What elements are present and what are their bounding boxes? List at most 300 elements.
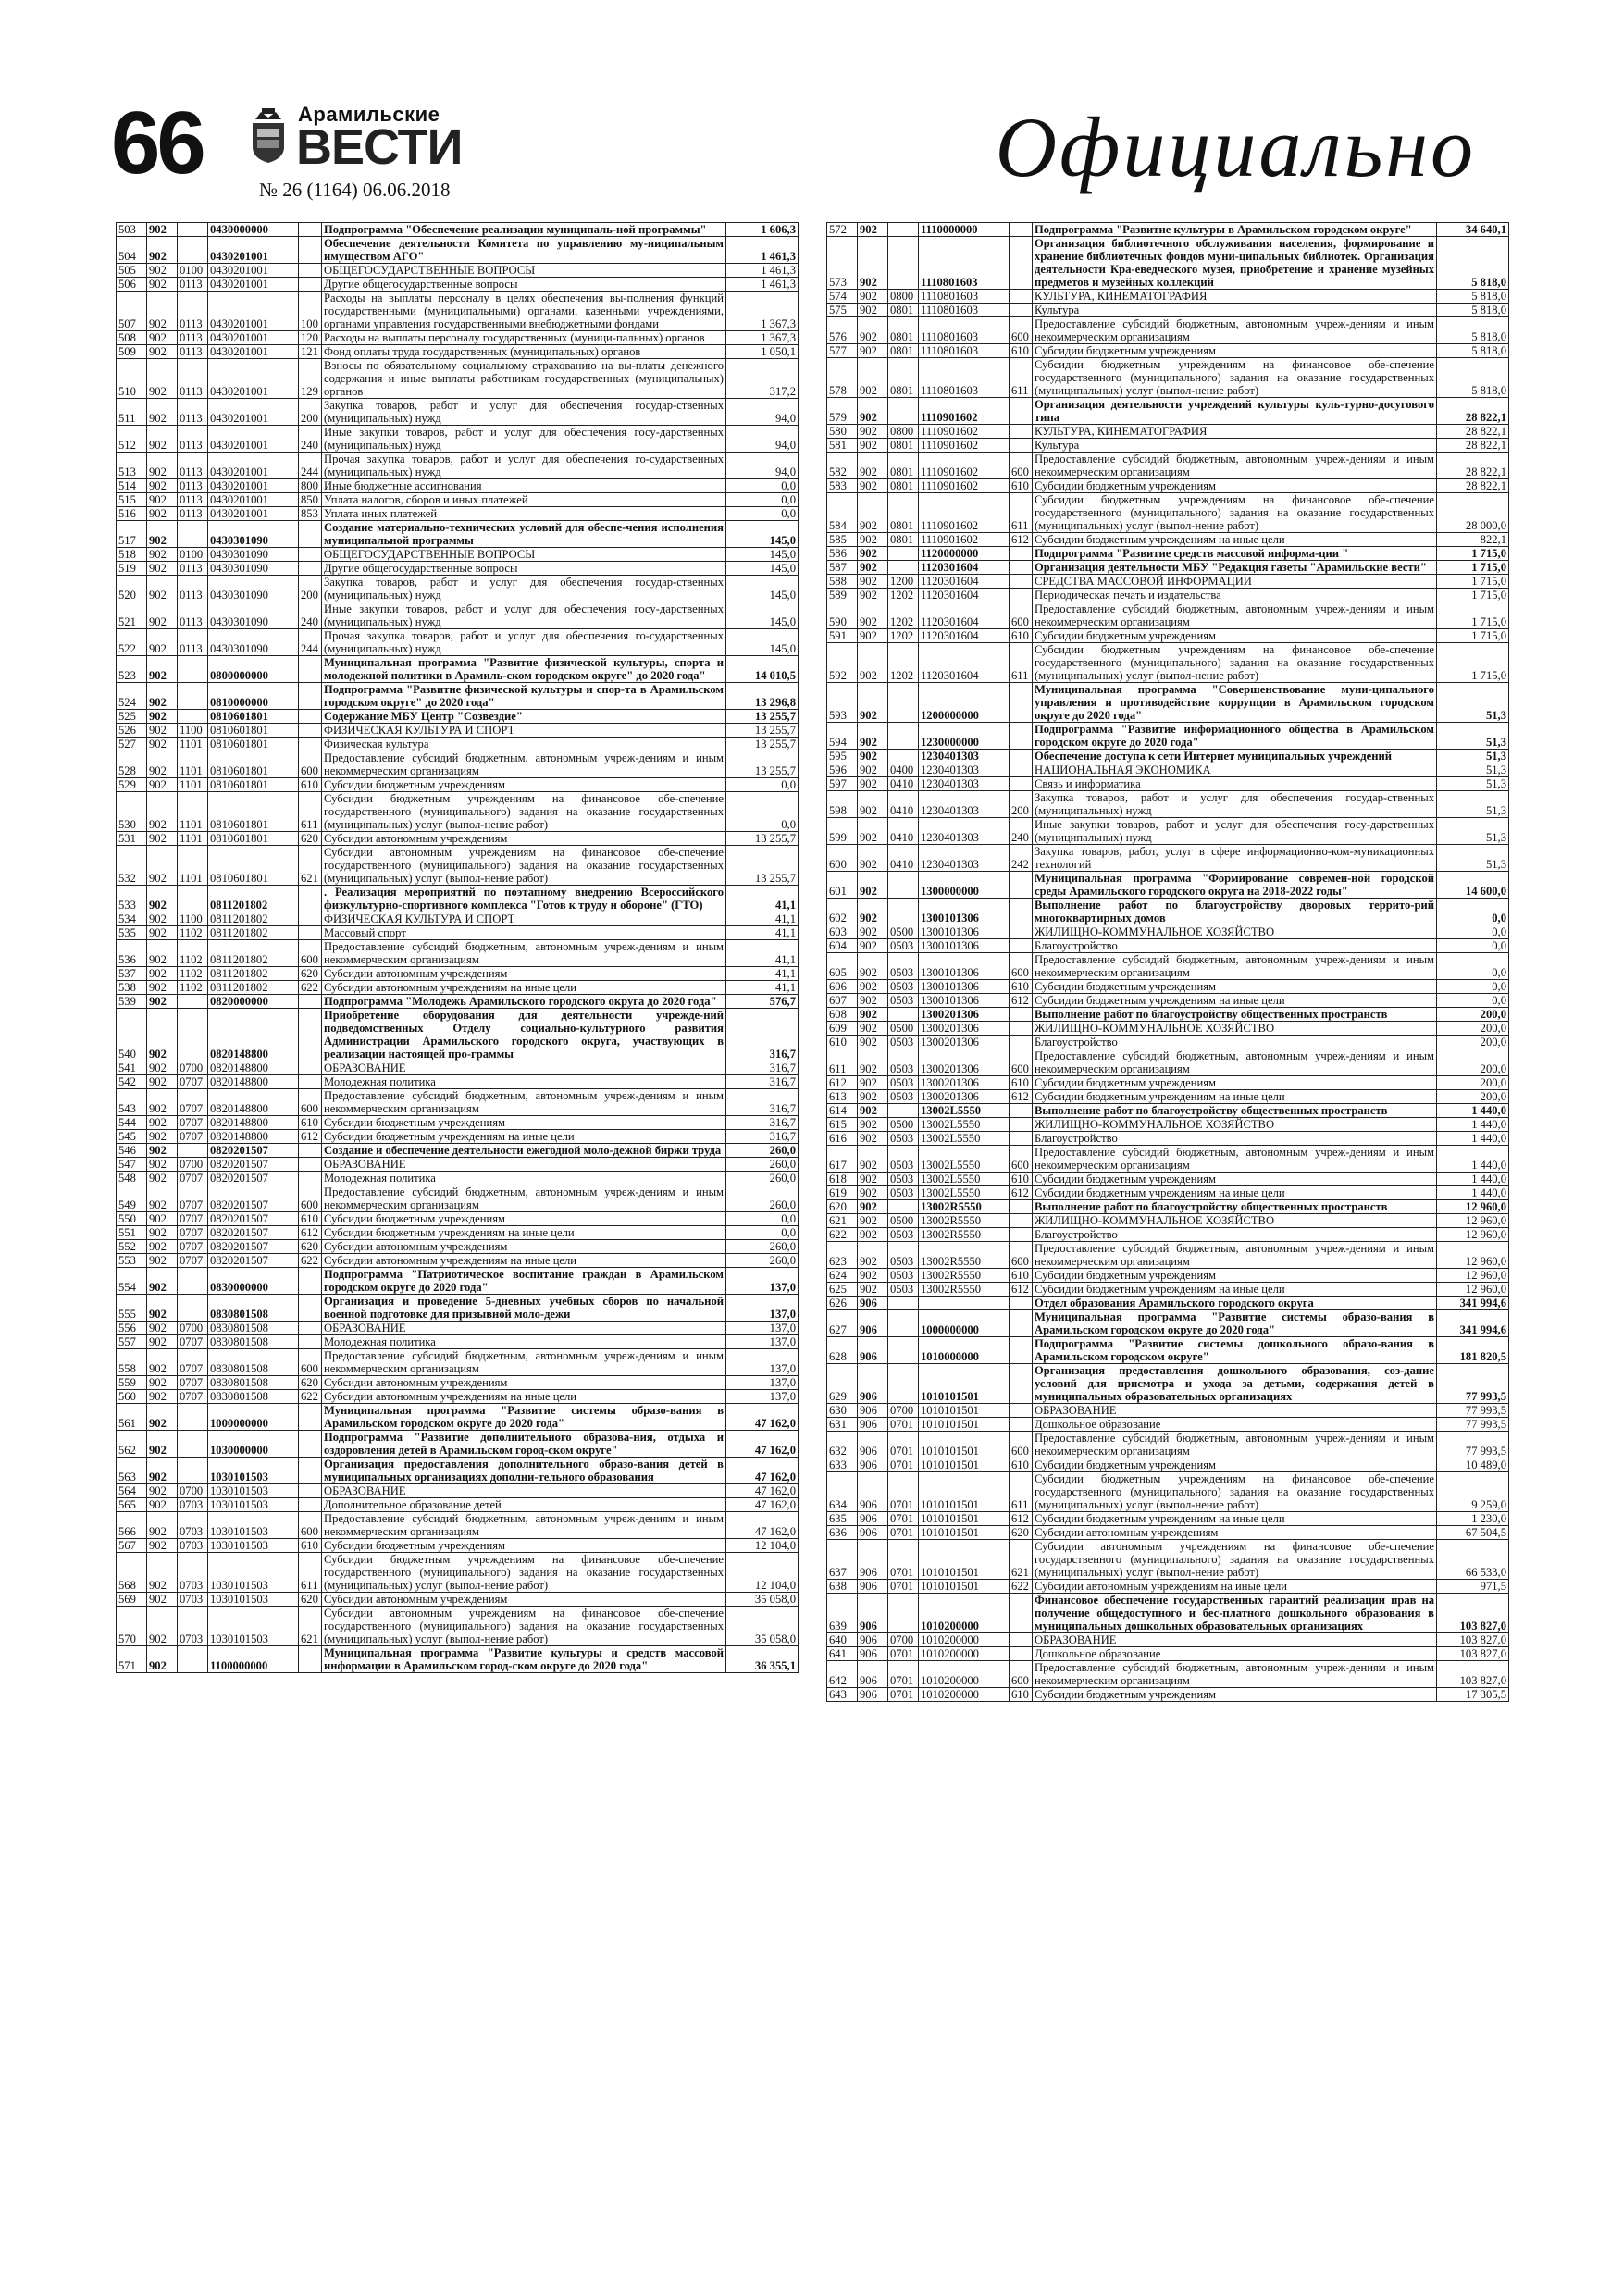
section-code: 1102: [178, 967, 208, 981]
row-number: 567: [117, 1539, 147, 1553]
item-amount: 9 259,0: [1437, 1472, 1509, 1512]
expense-type-code: 200: [299, 399, 322, 426]
item-description: КУЛЬТУРА, КИНЕМАТОГРАФИЯ: [1033, 425, 1437, 439]
grbs-code: 902: [858, 1076, 888, 1090]
grbs-code: 902: [858, 493, 888, 533]
item-amount: 1 461,3: [726, 264, 799, 278]
row-number: 531: [117, 832, 147, 846]
table-row: [117, 1607, 799, 1646]
section-code: 0500: [888, 1214, 919, 1228]
row-number: 558: [117, 1349, 147, 1376]
expense-type-code: [299, 656, 322, 683]
row-number: 527: [117, 738, 147, 751]
item-description: Субсидии автономным учреждениям: [322, 1376, 726, 1390]
row-number: 595: [827, 750, 858, 763]
row-number: 549: [117, 1185, 147, 1212]
target-code: [919, 1297, 1010, 1310]
table-row: [827, 1540, 1509, 1580]
target-code: 0430301090: [208, 629, 299, 656]
table-row: [827, 561, 1509, 575]
item-amount: 51,3: [1437, 845, 1509, 872]
item-amount: 0,0: [1437, 953, 1509, 980]
item-description: Предоставление субсидий бюджетным, автономным учреж-дениям и иным некоммерческим организациям: [1033, 317, 1437, 344]
section-code: 0113: [178, 292, 208, 331]
item-amount: 0,0: [726, 479, 799, 493]
expense-type-code: 621: [299, 846, 322, 886]
item-description: Субсидии бюджетным учреждениям на иные цели: [1033, 994, 1437, 1008]
section-code: 0801: [888, 317, 919, 344]
row-number: 637: [827, 1540, 858, 1580]
table-row: [827, 439, 1509, 453]
table-row: [827, 643, 1509, 683]
target-code: 1110801603: [919, 304, 1010, 317]
target-code: 1120301604: [919, 643, 1010, 683]
row-number: 510: [117, 359, 147, 399]
expense-type-code: [1010, 575, 1033, 589]
item-amount: 47 162,0: [726, 1431, 799, 1458]
item-amount: 971,5: [1437, 1580, 1509, 1594]
grbs-code: 902: [858, 777, 888, 791]
expense-type-code: [299, 562, 322, 576]
row-number: 504: [117, 237, 147, 264]
item-amount: 51,3: [1437, 791, 1509, 818]
item-description: Субсидии бюджетным учреждениям: [322, 1539, 726, 1553]
section-code: 0113: [178, 359, 208, 399]
row-number: 506: [117, 278, 147, 292]
grbs-code: 902: [858, 547, 888, 561]
row-number: 589: [827, 589, 858, 602]
section-code: 1101: [178, 792, 208, 832]
item-description: Подпрограмма "Развитие дополнительного образова-ния, отдыха и оздоровления детей в Арамильском город-ском округе": [322, 1431, 726, 1458]
table-row: [827, 1432, 1509, 1458]
table-row: [117, 331, 799, 345]
row-number: 606: [827, 980, 858, 994]
item-amount: 13 255,7: [726, 846, 799, 886]
target-code: 1010200000: [919, 1633, 1010, 1647]
item-description: Субсидии бюджетным учреждениям на финансовое обе-спечение государственного (муниципального) задания на оказание государственных (муниципальных) услуг (выпол-нение работ): [1033, 643, 1437, 683]
expense-type-code: 622: [1010, 1580, 1033, 1594]
target-code: 0820201507: [208, 1172, 299, 1185]
item-amount: 341 994,6: [1437, 1310, 1509, 1337]
row-number: 611: [827, 1049, 858, 1076]
table-row: [827, 344, 1509, 358]
grbs-code: 902: [858, 763, 888, 777]
expense-type-code: [299, 926, 322, 940]
item-description: Организация деятельности учреждений культуры куль-турно-досугового типа: [1033, 398, 1437, 425]
target-code: 1010101501: [919, 1472, 1010, 1512]
target-code: 1010101501: [919, 1580, 1010, 1594]
target-code: 1300101306: [919, 925, 1010, 939]
row-number: 507: [117, 292, 147, 331]
item-amount: 94,0: [726, 426, 799, 453]
section-code: [178, 1144, 208, 1158]
section-code: 0700: [178, 1061, 208, 1075]
row-number: 641: [827, 1647, 858, 1661]
expense-type-code: [299, 1335, 322, 1349]
item-description: Благоустройство: [1033, 1228, 1437, 1242]
item-amount: 1 715,0: [1437, 602, 1509, 629]
table-row: [827, 1647, 1509, 1661]
expense-type-code: 610: [1010, 1076, 1033, 1090]
grbs-code: 902: [147, 1322, 178, 1335]
expense-type-code: [299, 1484, 322, 1498]
target-code: 0430201001: [208, 331, 299, 345]
grbs-code: 902: [147, 1130, 178, 1144]
target-code: 0811201802: [208, 926, 299, 940]
section-code: 0801: [888, 533, 919, 547]
grbs-code: 902: [147, 264, 178, 278]
target-code: 1120301604: [919, 575, 1010, 589]
item-amount: 5 818,0: [1437, 358, 1509, 398]
target-code: 0811201802: [208, 912, 299, 926]
row-number: 547: [117, 1158, 147, 1172]
item-amount: 260,0: [726, 1240, 799, 1254]
row-number: 509: [117, 345, 147, 359]
grbs-code: 902: [147, 1144, 178, 1158]
expense-type-code: 620: [1010, 1526, 1033, 1540]
target-code: 1000000000: [208, 1404, 299, 1431]
row-number: 580: [827, 425, 858, 439]
grbs-code: 902: [858, 643, 888, 683]
target-code: 13002R5550: [919, 1214, 1010, 1228]
section-code: [888, 899, 919, 925]
item-description: Приобретение оборудования для деятельности учрежде-ний подведомственных Отделу социально-культурного развития Администрации Арамильского городского округа, участвующих в реализации настоящей про-граммы: [322, 1009, 726, 1061]
target-code: 0810601801: [208, 738, 299, 751]
table-row: [827, 1364, 1509, 1404]
expense-type-code: 622: [299, 1254, 322, 1268]
expense-type-code: 611: [299, 792, 322, 832]
item-amount: 137,0: [726, 1295, 799, 1322]
section-code: 0707: [178, 1349, 208, 1376]
item-amount: 145,0: [726, 562, 799, 576]
section-code: 0707: [178, 1335, 208, 1349]
table-row: [827, 1146, 1509, 1173]
grbs-code: 902: [147, 237, 178, 264]
grbs-code: 902: [147, 1158, 178, 1172]
item-description: Субсидии автономным учреждениям на иные цели: [322, 1254, 726, 1268]
target-code: 0820201507: [208, 1144, 299, 1158]
table-row: [117, 399, 799, 426]
item-description: Молодежная политика: [322, 1335, 726, 1349]
table-row: [117, 1335, 799, 1349]
grbs-code: 902: [147, 479, 178, 493]
item-amount: 51,3: [1437, 763, 1509, 777]
item-description: Муниципальная программа "Совершенствование муни-ципального управления и противодействие коррупции в Арамильском городском округе до 2020 года": [1033, 683, 1437, 723]
item-amount: 260,0: [726, 1185, 799, 1212]
section-code: 0503: [888, 980, 919, 994]
item-description: Субсидии автономным учреждениям на иные цели: [1033, 1580, 1437, 1594]
expense-type-code: [1010, 1297, 1033, 1310]
row-number: 553: [117, 1254, 147, 1268]
grbs-code: 902: [147, 1268, 178, 1295]
grbs-code: 902: [147, 683, 178, 710]
target-code: 1110801603: [919, 358, 1010, 398]
row-number: 621: [827, 1214, 858, 1228]
target-code: 0430000000: [208, 223, 299, 237]
grbs-code: 902: [147, 548, 178, 562]
target-code: 0820148800: [208, 1009, 299, 1061]
table-row: [827, 818, 1509, 845]
newspaper-logo: [250, 103, 463, 175]
row-number: 574: [827, 290, 858, 304]
table-row: [117, 940, 799, 967]
item-amount: 260,0: [726, 1172, 799, 1185]
section-code: [888, 223, 919, 237]
row-number: 521: [117, 602, 147, 629]
target-code: 0810601801: [208, 846, 299, 886]
section-code: 0701: [888, 1526, 919, 1540]
section-code: 0701: [888, 1647, 919, 1661]
target-code: 1120301604: [919, 602, 1010, 629]
grbs-code: 902: [147, 1498, 178, 1512]
target-code: 1010101501: [919, 1404, 1010, 1418]
grbs-code: 902: [147, 1335, 178, 1349]
row-number: 575: [827, 304, 858, 317]
row-number: 511: [117, 399, 147, 426]
item-description: ФИЗИЧЕСКАЯ КУЛЬТУРА И СПОРТ: [322, 912, 726, 926]
item-amount: 0,0: [1437, 980, 1509, 994]
item-amount: 341 994,6: [1437, 1297, 1509, 1310]
expense-type-code: [1010, 750, 1033, 763]
expense-type-code: [1010, 1228, 1033, 1242]
target-code: 1300101306: [919, 939, 1010, 953]
table-row: [827, 750, 1509, 763]
expense-type-code: 600: [299, 1089, 322, 1116]
item-amount: 316,7: [726, 1061, 799, 1075]
table-row: [117, 1158, 799, 1172]
section-title: Официально: [995, 100, 1476, 194]
section-code: 0410: [888, 818, 919, 845]
row-number: 622: [827, 1228, 858, 1242]
section-code: 0701: [888, 1688, 919, 1702]
expense-type-code: 853: [299, 507, 322, 521]
row-number: 586: [827, 547, 858, 561]
item-amount: 12 960,0: [1437, 1228, 1509, 1242]
target-code: 13002R5550: [919, 1200, 1010, 1214]
grbs-code: 906: [858, 1297, 888, 1310]
section-code: 0503: [888, 1049, 919, 1076]
item-description: Дошкольное образование: [1033, 1647, 1437, 1661]
table-row: [827, 479, 1509, 493]
item-description: Подпрограмма "Развитие физической культуры и спор-та в Арамильском городском округе" до 2020 года": [322, 683, 726, 710]
grbs-code: 902: [858, 1200, 888, 1214]
expense-type-code: [1010, 1310, 1033, 1337]
row-number: 640: [827, 1633, 858, 1647]
item-description: Подпрограмма "Патриотическое воспитание граждан в Арамильском городском округе до 2020 года": [322, 1268, 726, 1295]
grbs-code: 902: [147, 1061, 178, 1075]
expense-type-code: 600: [1010, 602, 1033, 629]
grbs-code: 906: [858, 1337, 888, 1364]
table-row: [827, 939, 1509, 953]
item-amount: 316,7: [726, 1130, 799, 1144]
target-code: 0810601801: [208, 710, 299, 724]
row-number: 517: [117, 521, 147, 548]
table-row: [117, 926, 799, 940]
expense-type-code: [299, 1295, 322, 1322]
target-code: 1110901602: [919, 453, 1010, 479]
item-description: Предоставление субсидий бюджетным, автономным учреж-дениям и иным некоммерческим организациям: [322, 940, 726, 967]
expense-type-code: [1010, 1633, 1033, 1647]
grbs-code: 902: [858, 561, 888, 575]
section-code: 0707: [178, 1240, 208, 1254]
grbs-code: 902: [147, 1539, 178, 1553]
section-code: [178, 1268, 208, 1295]
section-code: [178, 1404, 208, 1431]
expense-type-code: 612: [1010, 994, 1033, 1008]
section-code: [888, 1297, 919, 1310]
row-number: 636: [827, 1526, 858, 1540]
expense-type-code: 600: [299, 940, 322, 967]
section-code: 0500: [888, 1118, 919, 1132]
table-row: [827, 1242, 1509, 1269]
table-row: [117, 1431, 799, 1458]
row-number: 536: [117, 940, 147, 967]
target-code: 0820201507: [208, 1226, 299, 1240]
item-amount: 316,7: [726, 1089, 799, 1116]
row-number: 530: [117, 792, 147, 832]
expense-type-code: [1010, 1418, 1033, 1432]
section-code: [178, 1295, 208, 1322]
section-code: 0113: [178, 331, 208, 345]
expense-type-code: 612: [1010, 533, 1033, 547]
row-number: 582: [827, 453, 858, 479]
target-code: 0430301090: [208, 521, 299, 548]
item-description: Другие общегосударственные вопросы: [322, 278, 726, 292]
target-code: 0430201001: [208, 292, 299, 331]
item-description: Субсидии бюджетным учреждениям на финансовое обе-спечение государственного (муниципального) задания на оказание государственных (муниципальных) услуг (выпол-нение работ): [1033, 493, 1437, 533]
row-number: 612: [827, 1076, 858, 1090]
table-row: [117, 738, 799, 751]
table-row: [827, 683, 1509, 723]
section-code: 1200: [888, 575, 919, 589]
table-row: [827, 398, 1509, 425]
row-number: 534: [117, 912, 147, 926]
section-code: [888, 398, 919, 425]
section-code: 0707: [178, 1226, 208, 1240]
row-number: 571: [117, 1646, 147, 1673]
table-row: [827, 358, 1509, 398]
table-row: [827, 1580, 1509, 1594]
row-number: 623: [827, 1242, 858, 1269]
expense-type-code: 612: [299, 1130, 322, 1144]
row-number: 599: [827, 818, 858, 845]
table-row: [117, 1240, 799, 1254]
row-number: 642: [827, 1661, 858, 1688]
expense-type-code: [299, 710, 322, 724]
row-number: 570: [117, 1607, 147, 1646]
section-code: 0701: [888, 1458, 919, 1472]
item-description: Подпрограмма "Развитие системы дошкольного образо-вания в Арамильском городском округе": [1033, 1337, 1437, 1364]
item-description: Муниципальная программа "Формирование современ-ной городской среды Арамильского городского округа на 2018-2022 годы": [1033, 872, 1437, 899]
row-number: 519: [117, 562, 147, 576]
target-code: 0820148800: [208, 1116, 299, 1130]
item-description: Субсидии автономным учреждениям: [322, 1593, 726, 1607]
table-row: [117, 237, 799, 264]
item-description: Субсидии бюджетным учреждениям на иные цели: [1033, 1283, 1437, 1297]
item-amount: 41,1: [726, 940, 799, 967]
grbs-code: 902: [858, 723, 888, 750]
item-description: Обеспечение доступа к сети Интернет муниципальных учреждений: [1033, 750, 1437, 763]
section-code: [178, 710, 208, 724]
grbs-code: 902: [147, 1646, 178, 1673]
target-code: 1230401303: [919, 818, 1010, 845]
item-amount: 181 820,5: [1437, 1337, 1509, 1364]
table-row: [827, 953, 1509, 980]
item-amount: 0,0: [1437, 939, 1509, 953]
grbs-code: 902: [147, 345, 178, 359]
section-code: 1102: [178, 926, 208, 940]
section-code: 0701: [888, 1472, 919, 1512]
section-code: 0503: [888, 1228, 919, 1242]
expense-type-code: 610: [1010, 479, 1033, 493]
table-row: [117, 995, 799, 1009]
expense-type-code: 600: [1010, 317, 1033, 344]
item-amount: 12 960,0: [1437, 1283, 1509, 1297]
row-number: 605: [827, 953, 858, 980]
row-number: 581: [827, 439, 858, 453]
row-number: 554: [117, 1268, 147, 1295]
row-number: 629: [827, 1364, 858, 1404]
section-code: [888, 1337, 919, 1364]
section-code: 0707: [178, 1089, 208, 1116]
expense-type-code: 612: [1010, 1090, 1033, 1104]
grbs-code: 902: [147, 426, 178, 453]
item-description: ФИЗИЧЕСКАЯ КУЛЬТУРА И СПОРТ: [322, 724, 726, 738]
expense-type-code: [299, 1458, 322, 1484]
item-description: Субсидии бюджетным учреждениям на иные цели: [322, 1130, 726, 1144]
grbs-code: 902: [858, 398, 888, 425]
grbs-code: 902: [858, 1118, 888, 1132]
item-description: Субсидии бюджетным учреждениям: [1033, 479, 1437, 493]
target-code: 13002R5550: [919, 1269, 1010, 1283]
target-code: 1230401303: [919, 845, 1010, 872]
row-number: 523: [117, 656, 147, 683]
section-code: 0703: [178, 1498, 208, 1512]
expense-type-code: [1010, 925, 1033, 939]
grbs-code: 902: [147, 926, 178, 940]
target-code: 0830801508: [208, 1295, 299, 1322]
item-description: Субсидии бюджетным учреждениям: [322, 778, 726, 792]
item-amount: 94,0: [726, 399, 799, 426]
item-amount: 36 355,1: [726, 1646, 799, 1673]
target-code: 1120301604: [919, 629, 1010, 643]
row-number: 559: [117, 1376, 147, 1390]
item-description: ОБРАЗОВАНИЕ: [322, 1158, 726, 1172]
row-number: 516: [117, 507, 147, 521]
expense-type-code: [299, 1075, 322, 1089]
row-number: 604: [827, 939, 858, 953]
grbs-code: 902: [147, 1009, 178, 1061]
row-number: 620: [827, 1200, 858, 1214]
item-amount: 47 162,0: [726, 1498, 799, 1512]
target-code: 1010101501: [919, 1512, 1010, 1526]
target-code: 1030101503: [208, 1553, 299, 1593]
item-description: Благоустройство: [1033, 939, 1437, 953]
row-number: 597: [827, 777, 858, 791]
table-row: [117, 981, 799, 995]
item-description: Предоставление субсидий бюджетным, автономным учреж-дениям и иным некоммерческим организациям: [1033, 602, 1437, 629]
expense-type-code: [299, 1431, 322, 1458]
target-code: 13002R5550: [919, 1228, 1010, 1242]
item-amount: 47 162,0: [726, 1458, 799, 1484]
row-number: 633: [827, 1458, 858, 1472]
section-code: 0503: [888, 1173, 919, 1186]
expense-type-code: [299, 886, 322, 912]
target-code: 0810601801: [208, 724, 299, 738]
page-header: [111, 93, 1518, 208]
section-code: 0707: [178, 1254, 208, 1268]
section-code: 0410: [888, 777, 919, 791]
